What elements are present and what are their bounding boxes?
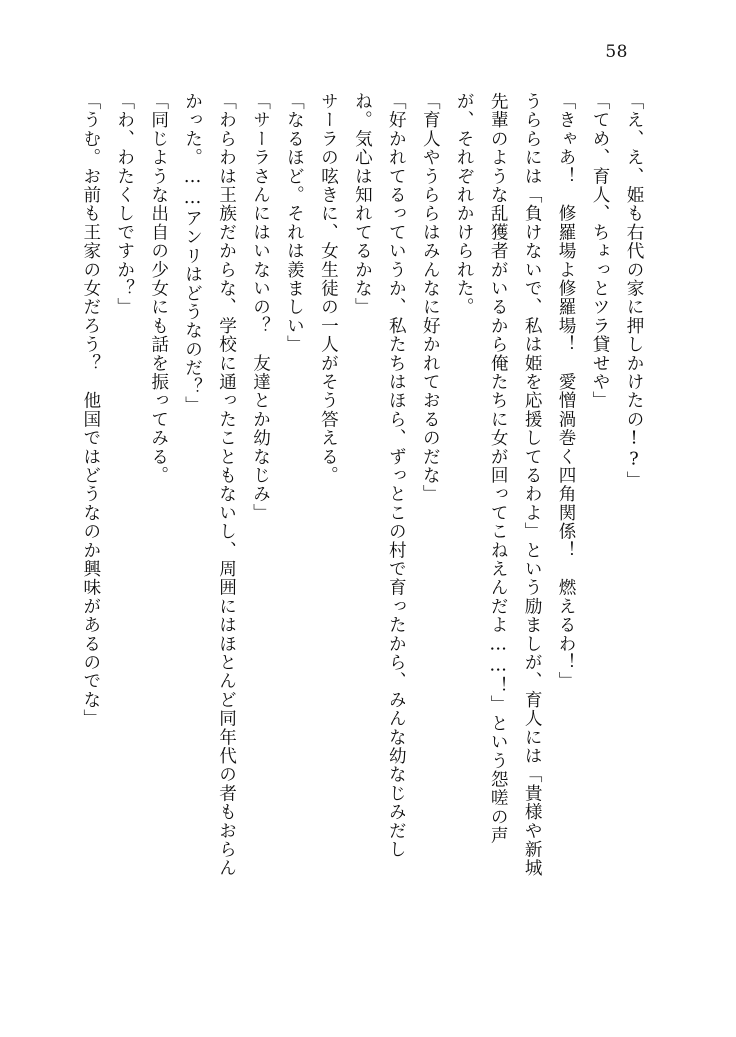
paragraph: 「サーラさんにはいないの？ 友達とか幼なじみ」 xyxy=(250,92,271,523)
paragraph: 「てめ、育人、ちょっとツラ貸せや」 xyxy=(590,92,611,410)
paragraph: 「わ、わたくしですか？」 xyxy=(114,92,135,317)
paragraph: 「同じような出自の少女にも話を振ってみる。 xyxy=(148,92,169,485)
paragraph: 「育人やうららはみんなに好かれておるのだな」 xyxy=(420,92,441,504)
paragraph: 「なるほど。それは羨ましい」 xyxy=(284,92,305,354)
paragraph: うららには「負けないで、私は姫を応援してるわよ」という励ましが、育人には「貴様や新城先輩のような乱獲者がいるから俺たちに女が回ってこねえんだよ……！」という怨嗟の声が、それぞれかけられた。 xyxy=(454,92,543,878)
vertical-text-body xyxy=(70,92,650,882)
paragraph: 「きゃあ！ 修羅場よ修羅場！ 愛憎渦巻く四角関係！ 燃えるわ！」 xyxy=(556,92,577,691)
page-number: 58 xyxy=(605,42,628,62)
paragraph: 「わらわは王族だからな、学校に通ったこともないし、周囲にはほとんど同年代の者もおらんかった。……アンリはどうなのだ？」 xyxy=(182,92,237,878)
paragraph: サーラの呟きに、女生徒の一人がそう答える。 xyxy=(318,92,339,485)
paragraph: 「好かれてるっていうか、私たちはほら、ずっとこの村で育ったから、みんな幼なじみだしね。気心は知れてるかな」 xyxy=(352,92,407,859)
paragraph: 「え、え、姫も右代の家に押しかけたの!?」 xyxy=(624,92,644,490)
paragraph: 「うむ。お前も王家の女だろう？ 他国ではどうなのか興味があるのでな」 xyxy=(80,92,101,728)
